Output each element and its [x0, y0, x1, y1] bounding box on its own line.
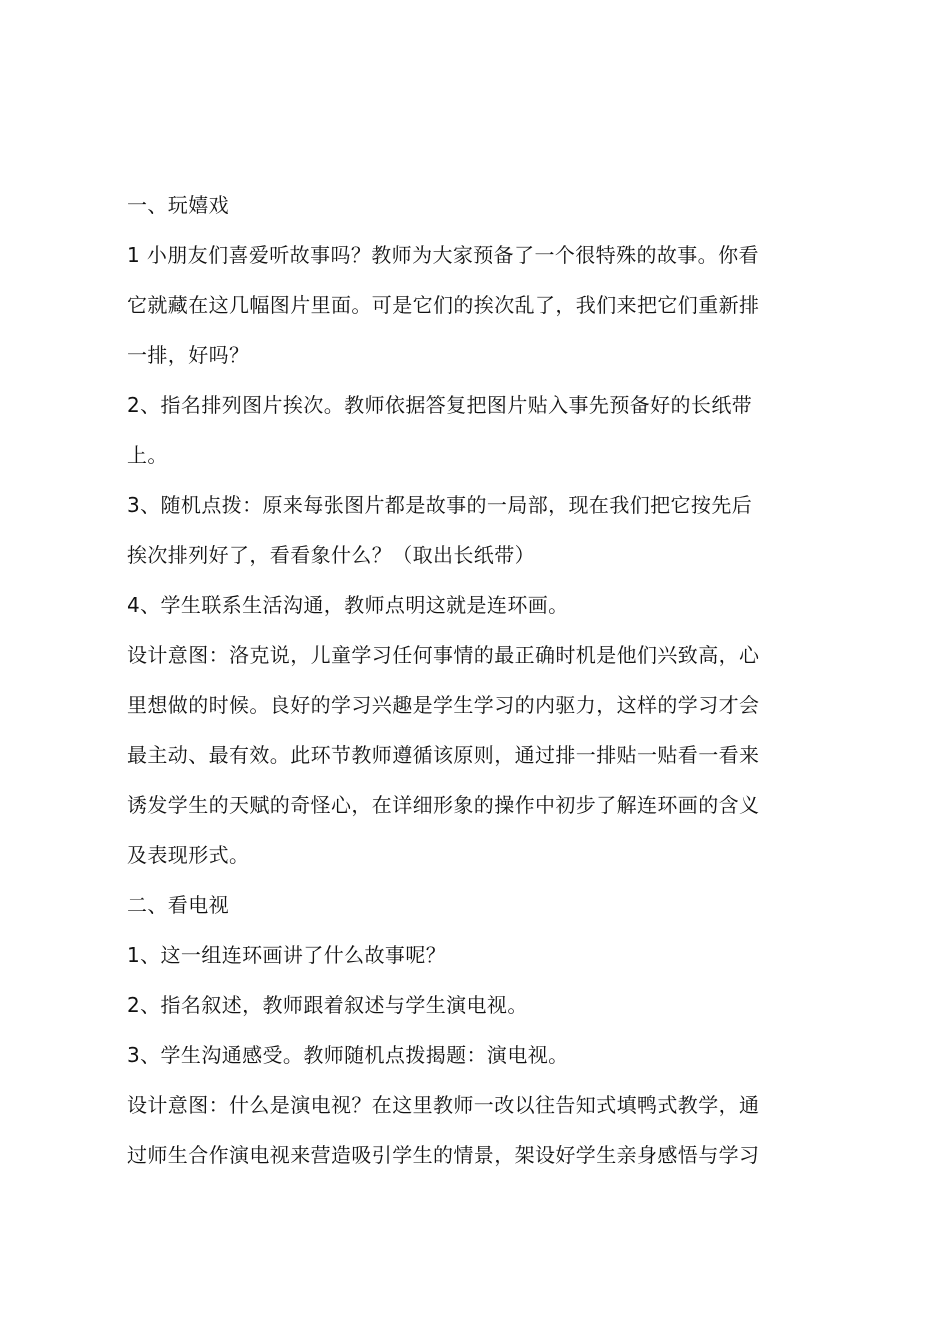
paragraph-line: 一排，好吗？: [127, 343, 250, 367]
design-intent-line: 设计意图：什么是演电视？在这里教师一改以往告知式填鸭式教学，通: [127, 1093, 760, 1117]
document-body: [127, 180, 832, 1180]
paragraph-line: 它就藏在这几幅图片里面。可是它们的挨次乱了，我们来把它们重新排: [127, 293, 760, 317]
design-intent-line: 及表现形式。: [127, 843, 250, 867]
paragraph-line: 3、随机点拨：原来每张图片都是故事的一局部，现在我们把它按先后: [127, 493, 753, 517]
paragraph-line: 上。: [127, 443, 168, 467]
design-intent-line: 最主动、最有效。此环节教师遵循该原则，通过排一排贴一贴看一看来: [127, 743, 760, 767]
section-heading-play-game: 一、玩嬉戏: [127, 193, 229, 217]
paragraph-line: 2、指名排列图片挨次。教师依据答复把图片贴入事先预备好的长纸带: [127, 393, 753, 417]
paragraph-line: 1 小朋友们喜爱听故事吗？教师为大家预备了一个很特殊的故事。你看: [127, 243, 759, 267]
paragraph-line: 3、学生沟通感受。教师随机点拨揭题：演电视。: [127, 1043, 569, 1067]
paragraph-line: 挨次排列好了，看看象什么？（取出长纸带）: [127, 543, 535, 567]
design-intent-line: 诱发学生的天赋的奇怪心，在详细形象的操作中初步了解连环画的含义: [127, 793, 760, 817]
design-intent-line: 过师生合作演电视来营造吸引学生的情景，架设好学生亲身感悟与学习: [127, 1143, 760, 1167]
design-intent-line: 设计意图：洛克说，儿童学习任何事情的最正确时机是他们兴致高，心: [127, 643, 760, 667]
section-heading-watch-tv: 二、看电视: [127, 893, 229, 917]
paragraph-line: 4、学生联系生活沟通，教师点明这就是连环画。: [127, 593, 569, 617]
design-intent-line: 里想做的时候。良好的学习兴趣是学生学习的内驱力，这样的学习才会: [127, 693, 760, 717]
paragraph-line: 1、这一组连环画讲了什么故事呢？: [127, 943, 447, 967]
paragraph-line: 2、指名叙述，教师跟着叙述与学生演电视。: [127, 993, 528, 1017]
